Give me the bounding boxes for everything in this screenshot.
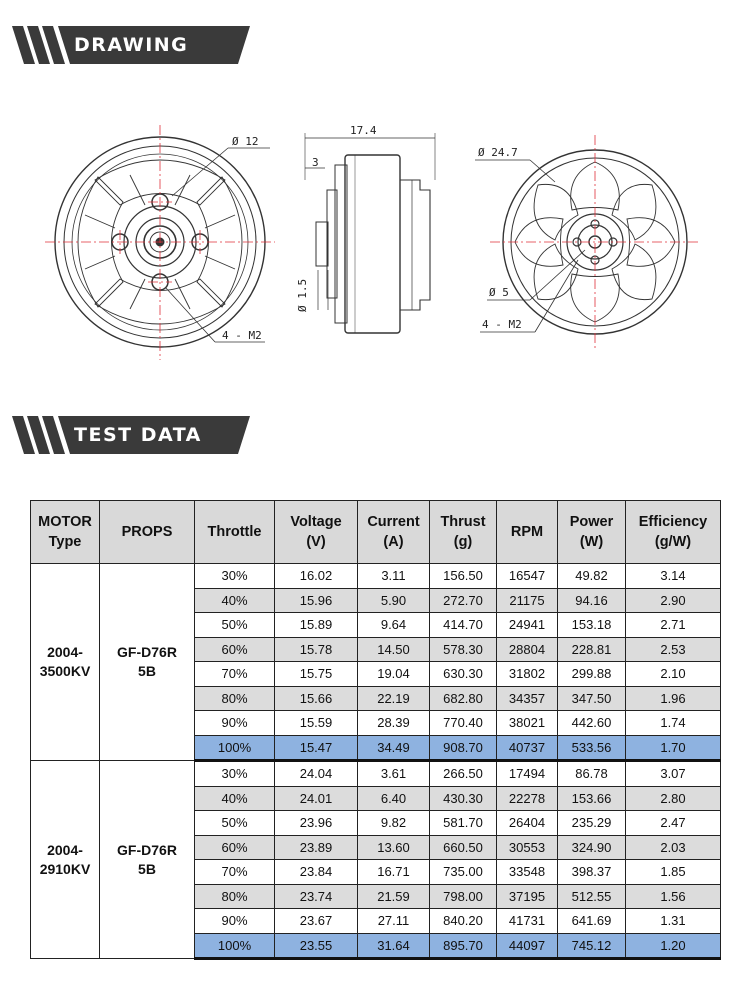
power-cell: 86.78 <box>558 761 626 787</box>
voltage-cell: 23.55 <box>275 933 358 959</box>
voltage-cell: 15.47 <box>275 735 358 761</box>
motor-type-cell: 2004- 3500KV <box>31 564 100 761</box>
rpm-cell: 21175 <box>497 588 558 613</box>
test-data-section-title: TEST DATA <box>74 424 202 446</box>
current-cell: 22.19 <box>358 686 430 711</box>
voltage-cell: 23.84 <box>275 860 358 885</box>
motor-drawings <box>0 120 750 370</box>
header-current: Current (A) <box>358 501 430 564</box>
throttle-cell: 40% <box>195 786 275 811</box>
current-cell: 6.40 <box>358 786 430 811</box>
current-cell: 13.60 <box>358 835 430 860</box>
voltage-cell: 15.59 <box>275 711 358 736</box>
voltage-cell: 15.75 <box>275 662 358 687</box>
header-power: Power (W) <box>558 501 626 564</box>
header-efficiency: Efficiency (g/W) <box>626 501 721 564</box>
voltage-cell: 15.66 <box>275 686 358 711</box>
efficiency-cell: 1.96 <box>626 686 721 711</box>
side-shaft-label: Ø 1.5 <box>296 278 309 312</box>
voltage-cell: 23.74 <box>275 884 358 909</box>
efficiency-cell: 1.56 <box>626 884 721 909</box>
rpm-cell: 34357 <box>497 686 558 711</box>
thrust-cell: 430.30 <box>430 786 497 811</box>
power-cell: 347.50 <box>558 686 626 711</box>
drawing-section-banner <box>12 26 250 64</box>
voltage-cell: 24.01 <box>275 786 358 811</box>
header-throttle: Throttle <box>195 501 275 564</box>
header-rpm: RPM <box>497 501 558 564</box>
power-cell: 153.18 <box>558 613 626 638</box>
front-view-drawing <box>45 125 275 360</box>
rpm-cell: 44097 <box>497 933 558 959</box>
throttle-cell: 100% <box>195 933 275 959</box>
test-data-table-wrapper <box>30 500 720 960</box>
throttle-cell: 70% <box>195 860 275 885</box>
voltage-cell: 23.67 <box>275 909 358 934</box>
efficiency-cell: 3.07 <box>626 761 721 787</box>
thrust-cell: 581.70 <box>430 811 497 836</box>
power-cell: 442.60 <box>558 711 626 736</box>
current-cell: 16.71 <box>358 860 430 885</box>
thrust-cell: 682.80 <box>430 686 497 711</box>
efficiency-cell: 1.31 <box>626 909 721 934</box>
current-cell: 21.59 <box>358 884 430 909</box>
header-motor: MOTOR Type <box>31 501 100 564</box>
thrust-cell: 840.20 <box>430 909 497 934</box>
thrust-cell: 156.50 <box>430 564 497 589</box>
thrust-cell: 770.40 <box>430 711 497 736</box>
throttle-cell: 40% <box>195 588 275 613</box>
current-cell: 19.04 <box>358 662 430 687</box>
throttle-cell: 60% <box>195 835 275 860</box>
rpm-cell: 37195 <box>497 884 558 909</box>
throttle-cell: 90% <box>195 909 275 934</box>
efficiency-cell: 3.14 <box>626 564 721 589</box>
voltage-cell: 23.89 <box>275 835 358 860</box>
front-holes-label: 4 - M2 <box>222 329 262 342</box>
table-row <box>31 564 721 589</box>
back-holes-label: 4 - M2 <box>482 318 522 331</box>
throttle-cell: 80% <box>195 686 275 711</box>
voltage-cell: 24.04 <box>275 761 358 787</box>
power-cell: 49.82 <box>558 564 626 589</box>
side-offset-label: 3 <box>312 156 319 169</box>
rpm-cell: 33548 <box>497 860 558 885</box>
motor-group-2910kv <box>31 761 721 959</box>
voltage-cell: 15.89 <box>275 613 358 638</box>
current-cell: 14.50 <box>358 637 430 662</box>
current-cell: 9.64 <box>358 613 430 638</box>
drawing-section-title: DRAWING <box>74 34 189 56</box>
rpm-cell: 28804 <box>497 637 558 662</box>
power-cell: 533.56 <box>558 735 626 761</box>
current-cell: 3.61 <box>358 761 430 787</box>
current-cell: 9.82 <box>358 811 430 836</box>
thrust-cell: 735.00 <box>430 860 497 885</box>
thrust-cell: 908.70 <box>430 735 497 761</box>
power-cell: 745.12 <box>558 933 626 959</box>
thrust-cell: 660.50 <box>430 835 497 860</box>
rpm-cell: 16547 <box>497 564 558 589</box>
rpm-cell: 41731 <box>497 909 558 934</box>
throttle-cell: 50% <box>195 811 275 836</box>
voltage-cell: 16.02 <box>275 564 358 589</box>
rpm-cell: 17494 <box>497 761 558 787</box>
front-diameter-label: Ø 12 <box>232 135 259 148</box>
throttle-cell: 60% <box>195 637 275 662</box>
thrust-cell: 272.70 <box>430 588 497 613</box>
current-cell: 3.11 <box>358 564 430 589</box>
throttle-cell: 100% <box>195 735 275 761</box>
props-cell: GF-D76R 5B <box>100 564 195 761</box>
back-diameter-label: Ø 24.7 <box>478 146 518 159</box>
voltage-cell: 15.96 <box>275 588 358 613</box>
rpm-cell: 40737 <box>497 735 558 761</box>
efficiency-cell: 1.85 <box>626 860 721 885</box>
power-cell: 94.16 <box>558 588 626 613</box>
rpm-cell: 22278 <box>497 786 558 811</box>
header-voltage: Voltage (V) <box>275 501 358 564</box>
throttle-cell: 50% <box>195 613 275 638</box>
thrust-cell: 630.30 <box>430 662 497 687</box>
current-cell: 34.49 <box>358 735 430 761</box>
side-view-drawing <box>305 133 435 333</box>
back-hole-label: Ø 5 <box>489 286 509 299</box>
rpm-cell: 38021 <box>497 711 558 736</box>
table-header-row <box>31 501 721 564</box>
thrust-cell: 578.30 <box>430 637 497 662</box>
header-thrust: Thrust (g) <box>430 501 497 564</box>
power-cell: 641.69 <box>558 909 626 934</box>
power-cell: 299.88 <box>558 662 626 687</box>
thrust-cell: 798.00 <box>430 884 497 909</box>
side-length-label: 17.4 <box>350 124 377 137</box>
current-cell: 27.11 <box>358 909 430 934</box>
current-cell: 31.64 <box>358 933 430 959</box>
throttle-cell: 80% <box>195 884 275 909</box>
efficiency-cell: 1.70 <box>626 735 721 761</box>
efficiency-cell: 2.47 <box>626 811 721 836</box>
throttle-cell: 30% <box>195 564 275 589</box>
test-data-table <box>30 500 721 960</box>
power-cell: 228.81 <box>558 637 626 662</box>
efficiency-cell: 2.53 <box>626 637 721 662</box>
motor-group-3500kv <box>31 564 721 761</box>
thrust-cell: 414.70 <box>430 613 497 638</box>
throttle-cell: 30% <box>195 761 275 787</box>
header-props: PROPS <box>100 501 195 564</box>
power-cell: 398.37 <box>558 860 626 885</box>
current-cell: 5.90 <box>358 588 430 613</box>
rpm-cell: 31802 <box>497 662 558 687</box>
thrust-cell: 895.70 <box>430 933 497 959</box>
efficiency-cell: 1.74 <box>626 711 721 736</box>
efficiency-cell: 2.90 <box>626 588 721 613</box>
rpm-cell: 24941 <box>497 613 558 638</box>
rpm-cell: 26404 <box>497 811 558 836</box>
table-row <box>31 761 721 787</box>
efficiency-cell: 2.80 <box>626 786 721 811</box>
efficiency-cell: 2.71 <box>626 613 721 638</box>
test-data-section-banner <box>12 416 250 454</box>
power-cell: 153.66 <box>558 786 626 811</box>
motor-type-cell: 2004- 2910KV <box>31 761 100 959</box>
voltage-cell: 23.96 <box>275 811 358 836</box>
power-cell: 235.29 <box>558 811 626 836</box>
current-cell: 28.39 <box>358 711 430 736</box>
throttle-cell: 90% <box>195 711 275 736</box>
throttle-cell: 70% <box>195 662 275 687</box>
power-cell: 512.55 <box>558 884 626 909</box>
power-cell: 324.90 <box>558 835 626 860</box>
efficiency-cell: 1.20 <box>626 933 721 959</box>
voltage-cell: 15.78 <box>275 637 358 662</box>
efficiency-cell: 2.10 <box>626 662 721 687</box>
props-cell: GF-D76R 5B <box>100 761 195 959</box>
rpm-cell: 30553 <box>497 835 558 860</box>
efficiency-cell: 2.03 <box>626 835 721 860</box>
thrust-cell: 266.50 <box>430 761 497 787</box>
